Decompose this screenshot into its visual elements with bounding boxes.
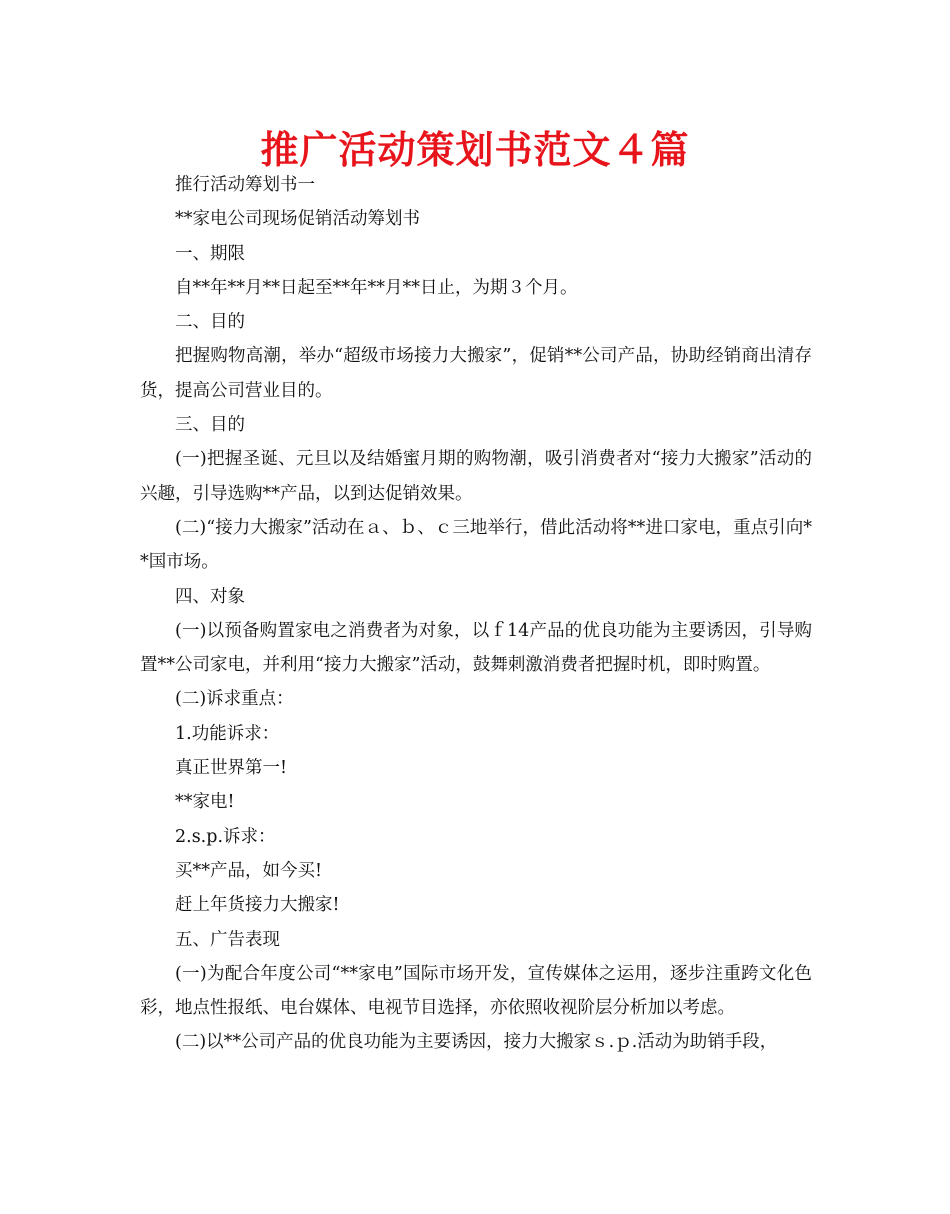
- section-heading: 三、目的: [175, 415, 245, 436]
- section-heading: 一、期限: [175, 243, 245, 264]
- paragraph: 推行活动筹划书一: [175, 175, 315, 195]
- paragraph: 1.功能诉求：: [175, 723, 280, 744]
- section-heading: 二、目的: [175, 312, 245, 333]
- paragraph: (一)以预备购置家电之消费者为对象，以ｆ14产品的优良功能为主要诱因，引导购置**公司家电，并利用“接力大搬家”活动，鼓舞刺激消费者把握时机，即时购置。: [140, 620, 812, 676]
- document-title: 推广活动策划书范文４篇: [260, 128, 690, 172]
- paragraph: 买**产品，如今买!: [175, 860, 323, 881]
- paragraph: **家电!: [175, 792, 235, 813]
- paragraph: 真正世界第一!: [175, 758, 288, 779]
- paragraph: (二)以**公司产品的优良功能为主要诱因，接力大搬家ｓ.ｐ.活动为助销手段，: [175, 1032, 778, 1053]
- paragraph: 自**年**月**日起至**年**月**日止，为期３个月。: [175, 277, 578, 298]
- paragraph: (一)为配合年度公司“**家电”国际市场开发，宣传媒体之运用，逐步注重跨文化色彩，地点性报纸、电台媒体、电视节目选择，亦依照收视阶层分析加以考虑。: [140, 963, 812, 1019]
- paragraph: (二)“接力大搬家”活动在ａ、ｂ、ｃ三地举行，借此活动将**进口家电，重点引向**国市场。: [140, 517, 812, 573]
- paragraph: **家电公司现场促销活动筹划书: [175, 209, 420, 230]
- section-heading: 四、对象: [175, 586, 245, 607]
- paragraph: (一)把握圣诞、元旦以及结婚蜜月期的购物潮，吸引消费者对“接力大搬家”活动的兴趣，引导选购**产品，以到达促销效果。: [140, 449, 812, 504]
- paragraph: 赶上年货接力大搬家!: [175, 895, 340, 916]
- paragraph: 把握购物高潮，举办“超级市场接力大搬家”，促销**公司产品，协助经销商出清存货，提高公司营业目的。: [140, 346, 812, 401]
- paragraph: 2.s.p.诉求：: [175, 826, 276, 847]
- section-heading: 五、广告表现: [175, 929, 280, 950]
- paragraph: (二)诉求重点：: [175, 689, 294, 710]
- document-body: [140, 168, 812, 1060]
